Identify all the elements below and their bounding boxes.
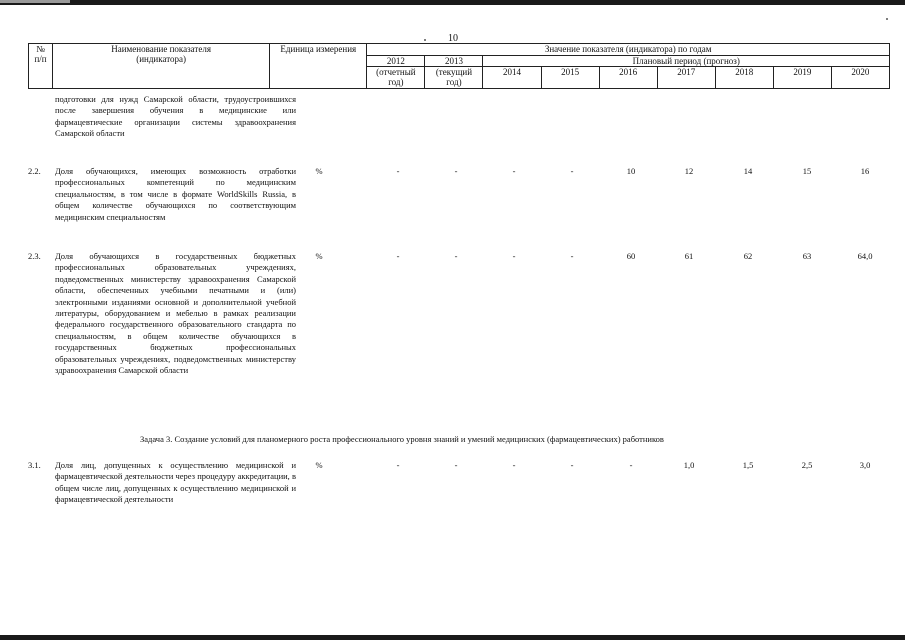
indicator-table-header: [28, 43, 890, 89]
value-cell: 61: [684, 251, 694, 261]
header-year: 2018: [715, 67, 773, 89]
scan-top-border: [0, 0, 905, 5]
value-cell: 1,5: [742, 460, 754, 470]
header-year: 2014: [483, 67, 541, 89]
header-plan-period: Плановый период (прогноз): [483, 56, 890, 67]
value-cell: -: [512, 460, 516, 470]
header-year: 2019: [773, 67, 831, 89]
value-cell: -: [454, 251, 458, 261]
header-number: № п/п: [29, 44, 53, 89]
value-cell: -: [454, 166, 458, 176]
value-cell: -: [512, 166, 516, 176]
unit-cell: %: [315, 460, 323, 470]
value-cell: 10: [626, 166, 636, 176]
value-cell: -: [396, 251, 400, 261]
value-cell: 64,0: [857, 251, 873, 261]
value-cell: 2,5: [801, 460, 813, 470]
header-indicator-name: Наименование показателя (индикатора): [53, 44, 270, 89]
scan-bottom-border: [0, 635, 905, 640]
value-cell: -: [570, 251, 574, 261]
scan-speck: [886, 18, 888, 20]
value-cell: -: [629, 460, 633, 470]
value-cell: 60: [626, 251, 636, 261]
row-number: 2.3.: [28, 251, 41, 261]
value-cell: 3,0: [859, 460, 871, 470]
header-year: 2016: [599, 67, 657, 89]
value-cell: 63: [802, 251, 812, 261]
header-year: 2012: [367, 56, 425, 67]
indicator-name: подготовки для нужд Самарской области, трудоустроившихся после завершения обучения в медицинские или фармацевтические организации системы здравоохранения Самарской области: [55, 94, 296, 139]
value-cell: 12: [684, 166, 694, 176]
unit-cell: %: [315, 166, 323, 176]
value-cell: -: [396, 166, 400, 176]
header-year: 2013: [425, 56, 483, 67]
header-year-note: (текущий год): [425, 67, 483, 89]
task-3-heading: Задача 3. Создание условий для планомерного роста профессионального уровня знаний и умений медицинских (фармацевтических) работников: [140, 434, 664, 444]
unit-cell: %: [315, 251, 323, 261]
indicator-name: Доля лиц, допущенных к осуществлению медицинской и фармацевтической деятельности через процедуру аккредитации, в общем числе лиц, допущенных к осуществлению медицинской и фармацевтической деятельности: [55, 460, 296, 505]
value-cell: -: [396, 460, 400, 470]
header-values: Значение показателя (индикатора) по годам: [367, 44, 890, 56]
scan-speck: [424, 39, 426, 41]
header-unit: Единица измерения: [270, 44, 367, 89]
scan-top-border-light: [0, 0, 70, 3]
value-cell: 1,0: [683, 460, 695, 470]
value-cell: 14: [743, 166, 753, 176]
header-year: 2015: [541, 67, 599, 89]
header-year-note: (отчетный год): [367, 67, 425, 89]
value-cell: -: [512, 251, 516, 261]
value-cell: 62: [743, 251, 753, 261]
page-number: 10: [448, 33, 458, 44]
header-year: 2017: [657, 67, 715, 89]
indicator-name: Доля обучающихся, имеющих возможность отработки профессиональных компетенций по медицинским специальностям, в том числе в формате WorldSkills Russia, в общем количестве обучающихся по соответствующим медицинским специальностям: [55, 166, 296, 222]
value-cell: -: [570, 460, 574, 470]
value-cell: 16: [860, 166, 870, 176]
indicator-name: Доля обучающихся в государственных бюджетных профессиональных образовательных учреждениях, подведомственных министерству здравоохранения Самарской области, обеспеченных учебными печатными и (или) электронными изданиями основной и дополнительной учебной литературы, оборудованием и мебелью в рамках реализации федерального государственного образовательного стандарта по специальностям, в общем количестве обучающихся в государственных бюджетных профессиональных образовательных учреждениях, подведомственных министерству здравоохранения Самарской области: [55, 251, 296, 376]
value-cell: -: [454, 460, 458, 470]
header-year: 2020: [831, 67, 889, 89]
value-cell: 15: [802, 166, 812, 176]
row-number: 2.2.: [28, 166, 41, 176]
row-number: 3.1.: [28, 460, 41, 470]
value-cell: -: [570, 166, 574, 176]
